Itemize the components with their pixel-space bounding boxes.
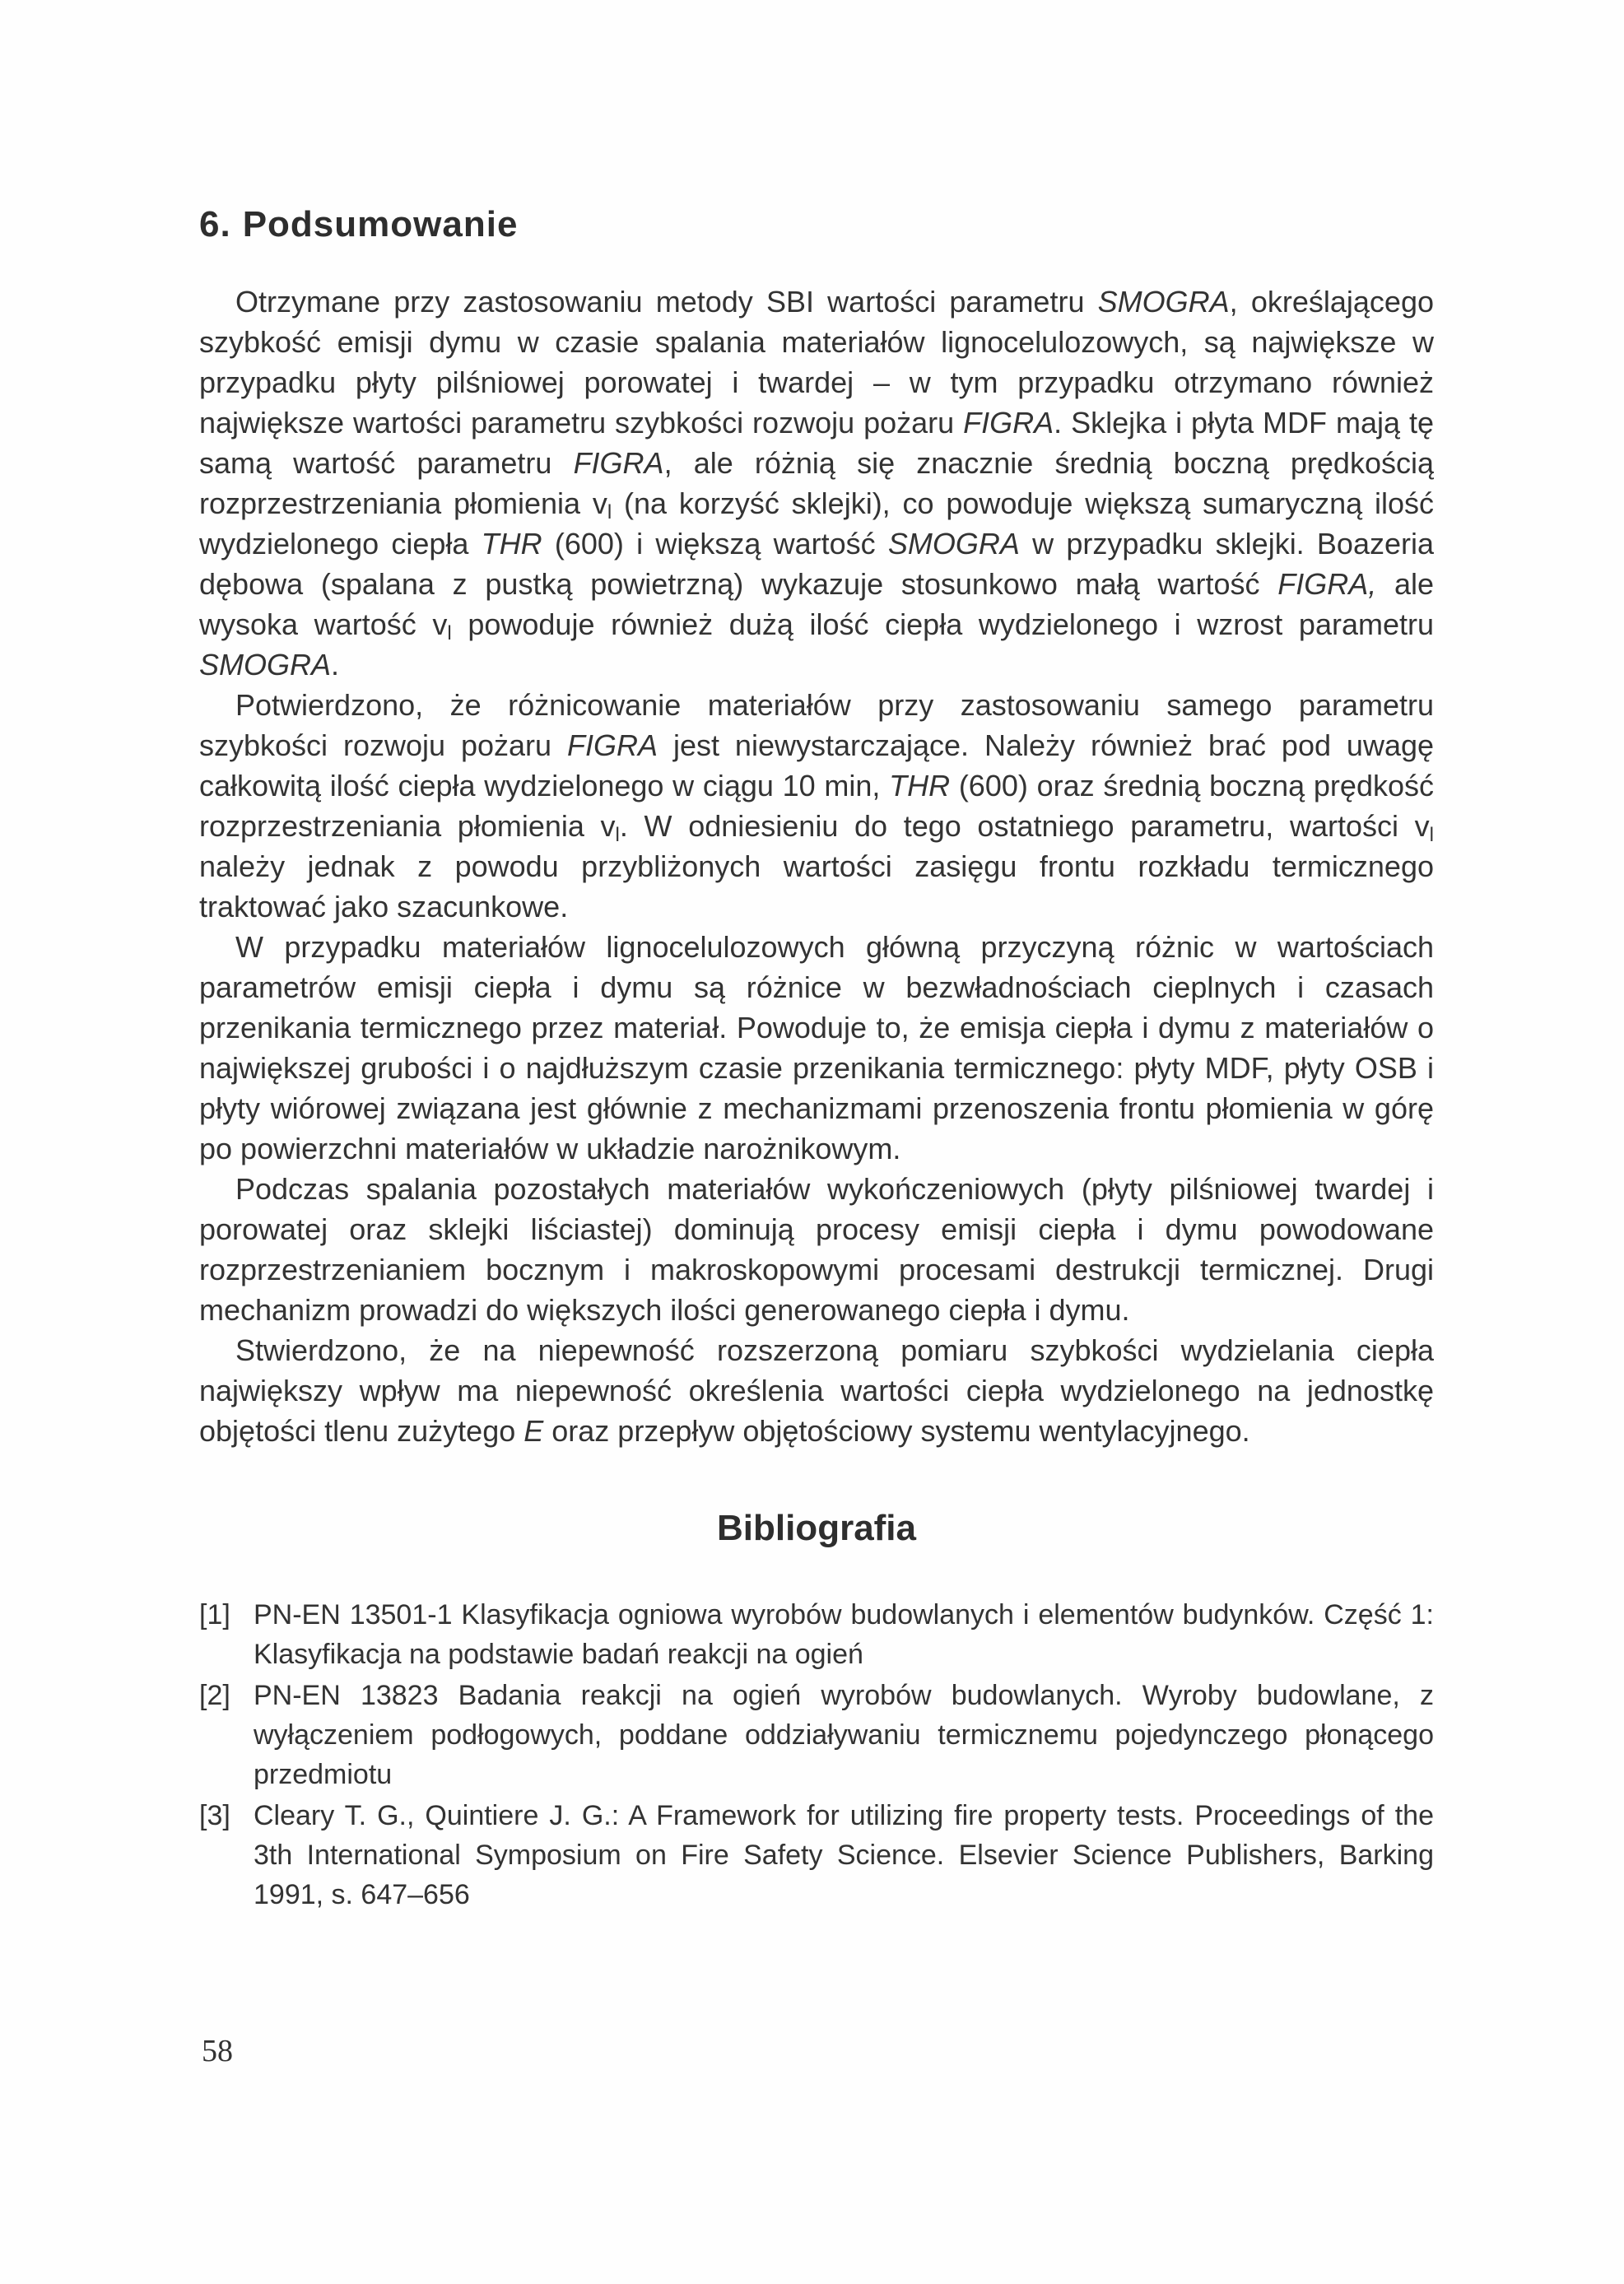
parameter-figra: FIGRA, bbox=[1277, 567, 1377, 601]
reference-text: PN-EN 13501-1 Klasyfikacja ogniowa wyrobów budowlanych i elementów budynków. Część 1: Klasyfikacja na podstawie badań reakcji na ogień bbox=[254, 1599, 1434, 1670]
subscript: l bbox=[447, 622, 452, 644]
page-number: 58 bbox=[202, 2034, 233, 2068]
text-run: (na korzyść sklejki), co powoduje większą sumaryczną ilość wydzielonego ciepła bbox=[199, 486, 1435, 561]
text-run: Stwierdzono, że na niepewność rozszerzoną pomiaru szybkości wydzielania ciepła największy wpływ ma niepewność określenia wartości ciepła wydzielonego na jednostkę objętości tlenu zużytego bbox=[199, 1333, 1434, 1448]
section-number: 6. bbox=[199, 204, 231, 244]
text-run: . bbox=[331, 648, 340, 681]
text-run: ale wysoka wartość v bbox=[199, 567, 1434, 641]
bibliography-item bbox=[199, 1676, 1434, 1794]
text-run: . Sklejka i płyta MDF mają tę samą wartość parametru bbox=[199, 406, 1435, 480]
parameter-thr: THR bbox=[481, 527, 542, 561]
parameter-thr: THR bbox=[889, 769, 951, 802]
reference-number: [3] bbox=[199, 1800, 230, 1831]
paragraph-5 bbox=[199, 1330, 1434, 1451]
reference-number: [1] bbox=[199, 1599, 230, 1630]
text-run: Otrzymane przy zastosowaniu metody SBI wartości parametru bbox=[235, 285, 1098, 319]
paragraph-4: Podczas spalania pozostałych materiałów wykończeniowych (płyty pilśniowej twardej i porowatej oraz sklejki liściastej) dominują procesy emisji ciepła i dymu powodowane rozprzestrzenianiem bocznym i makroskopowymi procesami destrukcji termicznej. Drugi mechanizm prowadzi do większych ilości generowanego ciepła i dymu. bbox=[199, 1172, 1434, 1327]
text-run: , określającego szybkość emisji dymu w czasie spalania materiałów lignocelulozowych, są największe w przypadku płyty pilśniowej porowatej i twardej – w tym przypadku otrzymano również największe wartości parametru szybkości rozwoju pożaru bbox=[199, 285, 1434, 440]
paragraph-2 bbox=[199, 685, 1434, 927]
text-run: , ale różnią się znacznie średnią boczną prędkością rozprzestrzeniania płomienia v bbox=[199, 446, 1434, 520]
section-title: Podsumowanie bbox=[242, 204, 519, 244]
paragraph-3: W przypadku materiałów lignocelulozowych główną przyczyną różnic w wartościach parametrów emisji ciepła i dymu są różnice w bezwładnościach cieplnych i czasach przenikania termicznego przez materiał. Powoduje to, że emisja ciepła i dymu z materiałów o największej grubości i o najdłuższym czasie przenikania termicznego: płyty MDF, płyty OSB i płyty wiórowej związana jest głównie z mechanizmami przenoszenia frontu płomienia w górę po powierzchni materiałów w układzie narożnikowym. bbox=[199, 930, 1434, 1165]
bibliography-heading: Bibliografia bbox=[716, 1508, 917, 1548]
body-text bbox=[199, 281, 1434, 1451]
text-run: jest niewystarczające. Należy również brać pod uwagę całkowitą ilość ciepła wydzielonego w ciągu 10 min, bbox=[199, 728, 1435, 802]
subscript: l bbox=[615, 824, 620, 846]
bibliography-item bbox=[199, 1595, 1434, 1674]
reference-text: PN-EN 13823 Badania reakcji na ogień wyrobów budowlanych. Wyroby budowlane, z wyłączeniem podłogowych, poddane oddziaływaniu termicznemu pojedynczego płonącego przedmiotu bbox=[254, 1680, 1434, 1790]
text-run: oraz przepływ objętościowy systemu wentylacyjnego. bbox=[543, 1414, 1250, 1448]
text-run: . W odniesieniu do tego ostatniego parametru, wartości v bbox=[619, 809, 1430, 843]
reference-number: [2] bbox=[199, 1680, 230, 1711]
parameter-e: E bbox=[523, 1414, 544, 1448]
bibliography-list bbox=[199, 1595, 1434, 1916]
text-run: należy jednak z powodu przybliżonych wartości zasięgu frontu rozkładu termicznego traktować jako szacunkowe. bbox=[199, 849, 1434, 923]
subscript: l bbox=[1429, 824, 1434, 846]
parameter-figra: FIGRA bbox=[963, 406, 1054, 440]
parameter-smogra: SMOGRA bbox=[887, 527, 1020, 561]
parameter-smogra: SMOGRA bbox=[199, 648, 332, 681]
text-run: (600) i większą wartość bbox=[542, 527, 888, 561]
parameter-figra: FIGRA bbox=[567, 728, 658, 762]
section-heading bbox=[199, 204, 518, 245]
text-run: powoduje również dużą ilość ciepła wydzielonego i wzrost parametru bbox=[451, 607, 1435, 641]
paragraph-1 bbox=[199, 281, 1434, 685]
text-run: w przypadku sklejki. Boazeria dębowa (spalana z pustką powietrzną) wykazuje stosunkowo małą wartość bbox=[199, 527, 1434, 601]
bibliography-item bbox=[199, 1796, 1434, 1914]
reference-text: Cleary T. G., Quintiere J. G.: A Framework for utilizing fire property tests. Proceedings of the 3th International Symposium on Fire Safety Science. Elsevier Science Publishers, Barking 1991, s. 647–656 bbox=[254, 1800, 1434, 1910]
subscript: l bbox=[607, 501, 612, 523]
parameter-smogra: SMOGRA bbox=[1097, 285, 1230, 319]
text-run: (600) oraz średnią boczną prędkość rozprzestrzeniania płomienia v bbox=[199, 769, 1434, 843]
text-run: Potwierdzono, że różnicowanie materiałów przy zastosowaniu samego parametru szybkości rozwoju pożaru bbox=[199, 688, 1434, 762]
parameter-figra: FIGRA bbox=[573, 446, 664, 480]
